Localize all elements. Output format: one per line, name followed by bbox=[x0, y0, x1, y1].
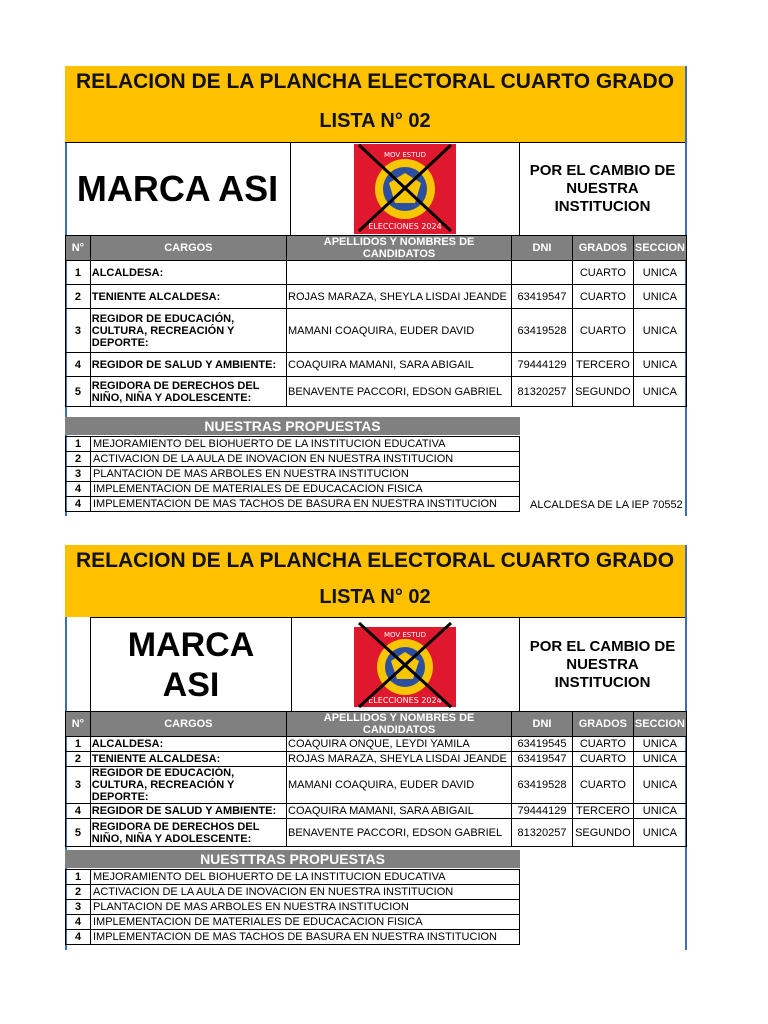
proposal-number: 4 bbox=[66, 930, 91, 945]
proposal-text: MEJORAMIENTO DEL BIOHUERTO DE LA INSTITUCION EDUCATIVA bbox=[91, 437, 520, 452]
proposal-row bbox=[66, 452, 520, 467]
proposal-number: 1 bbox=[66, 870, 91, 885]
list-number: LISTA N° 02 bbox=[319, 110, 431, 132]
proposal-text: IMPLEMENTACION DE MATERIALES DE EDUCACACION FISICA bbox=[91, 915, 520, 930]
row-dni: 63419528 bbox=[512, 309, 573, 353]
proposal-number: 4 bbox=[66, 482, 91, 497]
proposal-row bbox=[66, 900, 520, 915]
row-cargo: TENIENTE ALCALDESA: bbox=[90, 285, 286, 309]
row-dni: 63419547 bbox=[512, 752, 573, 767]
footer-note: ALCALDESA DE LA IEP 70552 bbox=[530, 499, 683, 511]
table-row bbox=[66, 309, 687, 353]
row-seccion: UNICA bbox=[633, 819, 686, 847]
svg-text:MOV ESTUD: MOV ESTUD bbox=[383, 151, 427, 159]
proposal-row bbox=[66, 482, 520, 497]
row-number: 3 bbox=[66, 767, 91, 804]
row-nombre: ROJAS MARAZA, SHEYLA LISDAI JEANDE bbox=[287, 285, 512, 309]
row-cargo: REGIDORA DE DERECHOS DEL NIÑO, NIÑA Y ADOLESCENTE: bbox=[90, 377, 286, 407]
table-header-row bbox=[66, 236, 687, 261]
proposal-number: 2 bbox=[66, 452, 91, 467]
svg-text:MOV ESTUD: MOV ESTUD bbox=[383, 630, 427, 639]
table-row bbox=[66, 353, 687, 377]
election-logo-icon bbox=[351, 621, 459, 709]
row-grado: CUARTO bbox=[572, 261, 633, 285]
row-number: 4 bbox=[66, 353, 91, 377]
proposals-table bbox=[65, 869, 520, 945]
row-seccion: UNICA bbox=[633, 804, 686, 819]
proposals-title: NUESTRAS PROPUESTAS bbox=[65, 417, 520, 435]
table-row bbox=[66, 377, 687, 407]
proposal-text: IMPLEMENTACION DE MAS TACHOS DE BASURA EN NUESTRA INSTITUCION bbox=[91, 930, 520, 945]
row-cargo: REGIDOR DE SALUD Y AMBIENTE: bbox=[90, 353, 286, 377]
marca-label bbox=[90, 617, 292, 711]
proposal-row bbox=[66, 885, 520, 900]
proposal-number: 3 bbox=[66, 467, 91, 482]
row-nombre: ROJAS MARAZA, SHEYLA LISDAI JEANDE bbox=[287, 752, 512, 767]
row-dni: 81320257 bbox=[512, 377, 573, 407]
table-row bbox=[66, 285, 687, 309]
row-nombre: COAQUIRA MAMANI, SARA ABIGAIL bbox=[287, 804, 512, 819]
svg-text:ELECCIONES 2024: ELECCIONES 2024 bbox=[368, 222, 442, 231]
col-header-candidatos: APELLIDOS Y NOMBRES DE CANDIDATOS bbox=[287, 236, 512, 261]
table-row bbox=[66, 261, 687, 285]
row-number: 2 bbox=[66, 285, 91, 309]
table-row bbox=[66, 819, 687, 847]
proposal-number: 3 bbox=[66, 900, 91, 915]
row-seccion: UNICA bbox=[633, 309, 686, 353]
table-row bbox=[66, 767, 687, 804]
row-dni: 79444129 bbox=[512, 804, 573, 819]
proposal-row bbox=[66, 497, 520, 512]
marca-line-2: ASI bbox=[162, 665, 220, 704]
proposal-text: MEJORAMIENTO DEL BIOHUERTO DE LA INSTITUCION EDUCATIVA bbox=[91, 870, 520, 885]
proposals-table bbox=[65, 436, 520, 512]
candidates-table bbox=[65, 711, 687, 847]
row-number: 5 bbox=[66, 377, 91, 407]
row-cargo: ALCALDESA: bbox=[90, 737, 286, 752]
row-dni: 81320257 bbox=[512, 819, 573, 847]
marca-row bbox=[65, 142, 685, 236]
proposal-number: 4 bbox=[66, 497, 91, 512]
col-header-cargos: CARGOS bbox=[90, 712, 286, 737]
proposal-text: ACTIVACION DE LA AULA DE INOVACION EN NUESTRA INSTITUCION bbox=[91, 452, 520, 467]
proposal-text: IMPLEMENTACION DE MAS TACHOS DE BASURA EN NUESTRA INSTITUCION bbox=[91, 497, 520, 512]
row-grado: CUARTO bbox=[572, 752, 633, 767]
row-nombre bbox=[287, 261, 512, 285]
row-seccion: UNICA bbox=[633, 285, 686, 309]
logo-cell bbox=[291, 617, 520, 711]
proposal-row bbox=[66, 870, 520, 885]
row-seccion: UNICA bbox=[633, 767, 686, 804]
col-header-dni: DNI bbox=[512, 236, 573, 261]
col-header-seccion: SECCION bbox=[633, 712, 686, 737]
proposal-number: 2 bbox=[66, 885, 91, 900]
proposal-row bbox=[66, 915, 520, 930]
row-dni: 79444129 bbox=[512, 353, 573, 377]
row-cargo: TENIENTE ALCALDESA: bbox=[90, 752, 286, 767]
sheet-title: RELACION DE LA PLANCHA ELECTORAL CUARTO GRADO bbox=[75, 549, 675, 572]
candidates-table bbox=[65, 235, 687, 407]
row-cargo: REGIDORA DE DERECHOS DEL NIÑO, NIÑA Y ADOLESCENTE: bbox=[90, 819, 286, 847]
row-grado: CUARTO bbox=[572, 767, 633, 804]
row-nombre: MAMANI COAQUIRA, EUDER DAVID bbox=[287, 309, 512, 353]
table-row bbox=[66, 752, 687, 767]
col-header-grados: GRADOS bbox=[572, 236, 633, 261]
row-number: 3 bbox=[66, 309, 91, 353]
row-dni: 63419545 bbox=[512, 737, 573, 752]
row-seccion: UNICA bbox=[633, 737, 686, 752]
col-header-n: N° bbox=[66, 712, 91, 737]
proposal-text: IMPLEMENTACION DE MATERIALES DE EDUCACACION FISICA bbox=[91, 482, 520, 497]
proposal-row bbox=[66, 467, 520, 482]
election-logo-icon bbox=[351, 143, 459, 235]
row-grado: CUARTO bbox=[572, 285, 633, 309]
row-dni: 63419528 bbox=[512, 767, 573, 804]
ballot-sheet-2 bbox=[65, 545, 687, 950]
row-number: 4 bbox=[66, 804, 91, 819]
list-number: LISTA N° 02 bbox=[319, 586, 431, 608]
col-header-dni: DNI bbox=[512, 712, 573, 737]
svg-text:ELECCIONES 2024: ELECCIONES 2024 bbox=[368, 695, 442, 705]
sheet-title: RELACION DE LA PLANCHA ELECTORAL CUARTO GRADO bbox=[75, 70, 675, 93]
row-seccion: UNICA bbox=[633, 261, 686, 285]
row-cargo: REGIDOR DE EDUCACIÓN, CULTURA, RECREACIÓN Y DEPORTE: bbox=[90, 309, 286, 353]
table-header-row bbox=[66, 712, 687, 737]
ballot-sheet-1 bbox=[65, 66, 687, 516]
marca-row bbox=[65, 617, 685, 712]
row-number: 1 bbox=[66, 737, 91, 752]
col-header-grados: GRADOS bbox=[572, 712, 633, 737]
col-header-cargos: CARGOS bbox=[90, 236, 286, 261]
row-grado: TERCERO bbox=[572, 353, 633, 377]
col-header-candidatos: APELLIDOS Y NOMBRES DE CANDIDATOS bbox=[287, 712, 512, 737]
row-nombre: COAQUIRA ONQUE, LEYDI YAMILA bbox=[287, 737, 512, 752]
proposal-number: 1 bbox=[66, 437, 91, 452]
row-seccion: UNICA bbox=[633, 353, 686, 377]
row-cargo: REGIDOR DE EDUCACIÓN, CULTURA, RECREACIÓN Y DEPORTE: bbox=[90, 767, 286, 804]
slogan: POR EL CAMBIO DE NUESTRA INSTITUCION bbox=[529, 162, 676, 215]
sheet-header bbox=[65, 545, 685, 617]
row-dni bbox=[512, 261, 573, 285]
proposal-text: PLANTACION DE MAS ARBOLES EN NUESTRA INSTITUCION bbox=[91, 467, 520, 482]
row-dni: 63419547 bbox=[512, 285, 573, 309]
sheet-header bbox=[65, 66, 685, 142]
col-header-seccion: SECCION bbox=[633, 236, 686, 261]
proposal-text: PLANTACION DE MAS ARBOLES EN NUESTRA INSTITUCION bbox=[91, 900, 520, 915]
proposals-title: NUESTTRAS PROPUESTAS bbox=[65, 850, 520, 868]
row-grado: CUARTO bbox=[572, 309, 633, 353]
table-row bbox=[66, 804, 687, 819]
row-number: 5 bbox=[66, 819, 91, 847]
row-grado: TERCERO bbox=[572, 804, 633, 819]
row-number: 2 bbox=[66, 752, 91, 767]
row-cargo: REGIDOR DE SALUD Y AMBIENTE: bbox=[90, 804, 286, 819]
marca-label: MARCA ASI bbox=[65, 143, 291, 235]
proposal-row bbox=[66, 930, 520, 945]
row-grado: CUARTO bbox=[572, 737, 633, 752]
row-cargo: ALCALDESA: bbox=[90, 261, 286, 285]
slogan: POR EL CAMBIO DE NUESTRA INSTITUCION bbox=[520, 617, 685, 711]
table-row bbox=[66, 737, 687, 752]
proposal-row bbox=[66, 437, 520, 452]
row-number: 1 bbox=[66, 261, 91, 285]
proposal-number: 4 bbox=[66, 915, 91, 930]
marca-line-1: MARCA bbox=[127, 625, 255, 664]
row-seccion: UNICA bbox=[633, 377, 686, 407]
row-seccion: UNICA bbox=[633, 752, 686, 767]
row-grado: SEGUNDO bbox=[572, 819, 633, 847]
row-nombre: MAMANI COAQUIRA, EUDER DAVID bbox=[287, 767, 512, 804]
row-nombre: BENAVENTE PACCORI, EDSON GABRIEL bbox=[287, 819, 512, 847]
proposal-text: ACTIVACION DE LA AULA DE INOVACION EN NUESTRA INSTITUCION bbox=[91, 885, 520, 900]
row-nombre: COAQUIRA MAMANI, SARA ABIGAIL bbox=[287, 353, 512, 377]
row-grado: SEGUNDO bbox=[572, 377, 633, 407]
row-nombre: BENAVENTE PACCORI, EDSON GABRIEL bbox=[287, 377, 512, 407]
col-header-n: N° bbox=[66, 236, 91, 261]
logo-cell bbox=[291, 143, 520, 235]
